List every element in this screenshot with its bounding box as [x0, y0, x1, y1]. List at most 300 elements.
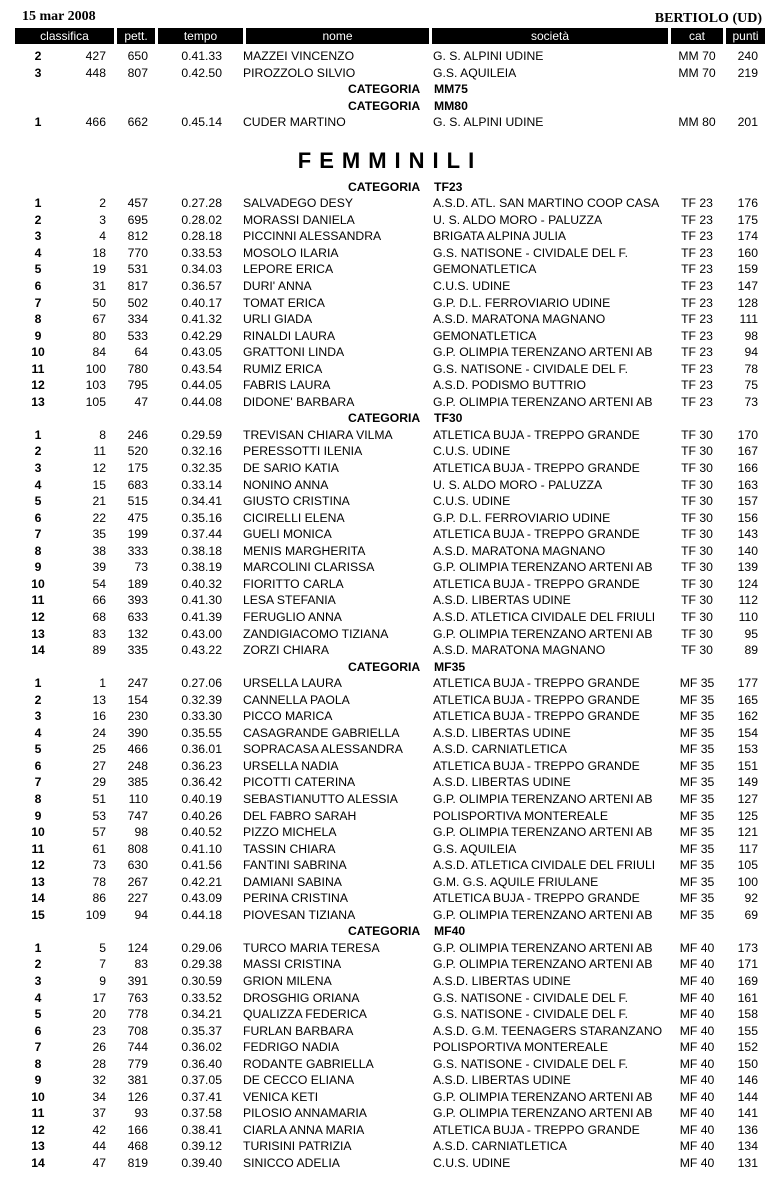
overall-cell: 37 — [92, 1106, 106, 1121]
time-cell: 0.34.41 — [181, 494, 222, 509]
club-cell: A.S.D. MARATONA MAGNANO — [433, 643, 606, 658]
points-cell: 111 — [739, 312, 758, 327]
category-cell: TF 23 — [681, 361, 713, 376]
column-header-tempo: tempo — [158, 28, 243, 44]
points-cell: 201 — [737, 115, 758, 130]
time-cell: 0.35.55 — [181, 725, 222, 740]
time-cell: 0.40.26 — [181, 808, 222, 823]
name-cell: CICIRELLI ELENA — [243, 510, 345, 525]
category-cell: TF 30 — [681, 576, 713, 591]
column-header-nome: nome — [246, 28, 429, 44]
bib-cell: 175 — [127, 461, 148, 476]
points-cell: 139 — [737, 560, 758, 575]
rank-cell: 14 — [31, 1156, 45, 1170]
overall-cell: 4 — [99, 229, 106, 244]
bib-cell: 98 — [134, 825, 148, 840]
overall-cell: 448 — [85, 65, 106, 80]
bib-cell: 132 — [127, 626, 148, 641]
overall-cell: 5 — [99, 940, 106, 955]
points-cell: 167 — [737, 444, 758, 459]
table-row — [0, 114, 780, 131]
category-cell: TF 23 — [681, 196, 713, 211]
name-cell: PICCINNI ALESSANDRA — [243, 229, 382, 244]
bib-cell: 475 — [127, 510, 148, 525]
time-cell: 0.44.08 — [181, 394, 222, 409]
club-cell: ATLETICA BUJA - TREPPO GRANDE — [433, 427, 640, 442]
club-cell: G.P. OLIMPIA TERENZANO ARTENI AB — [433, 394, 653, 409]
points-cell: 112 — [738, 593, 758, 608]
points-cell: 141 — [737, 1106, 758, 1121]
table-row — [0, 1072, 780, 1089]
time-cell: 0.34.03 — [181, 262, 222, 277]
rank-cell: 6 — [34, 1023, 42, 1038]
points-cell: 150 — [737, 1056, 758, 1071]
name-cell: PIZZO MICHELA — [243, 825, 337, 840]
points-cell: 149 — [737, 775, 758, 790]
points-cell: 110 — [738, 609, 758, 624]
name-cell: FANTINI SABRINA — [243, 858, 347, 873]
name-cell: SALVADEGO DESY — [243, 196, 353, 211]
category-cell: TF 23 — [681, 345, 713, 360]
table-row — [0, 1089, 780, 1106]
category-value: TF23 — [434, 179, 463, 194]
time-cell: 0.27.06 — [181, 676, 222, 691]
time-cell: 0.41.56 — [181, 858, 222, 873]
points-cell: 144 — [737, 1089, 758, 1104]
overall-cell: 103 — [85, 378, 106, 393]
table-row — [0, 907, 780, 924]
rank-cell: 11 — [31, 841, 45, 856]
time-cell: 0.29.59 — [181, 427, 222, 442]
club-cell: ATLETICA BUJA - TREPPO GRANDE — [433, 576, 640, 591]
club-cell: A.S.D. CARNIATLETICA — [433, 1139, 567, 1154]
club-cell: A.S.D. G.M. TEENAGERS STARANZANO — [433, 1023, 663, 1038]
name-cell: ZANDIGIACOMO TIZIANA — [243, 626, 389, 641]
time-cell: 0.36.42 — [181, 775, 222, 790]
category-header — [0, 659, 780, 676]
time-cell: 0.38.41 — [181, 1122, 222, 1137]
name-cell: PERESSOTTI ILENIA — [243, 444, 363, 459]
rank-cell: 15 — [31, 907, 45, 922]
table-row — [0, 642, 780, 659]
time-cell: 0.35.37 — [181, 1023, 222, 1038]
time-cell: 0.38.19 — [181, 560, 222, 575]
bib-cell: 633 — [127, 609, 148, 624]
rank-cell: 2 — [34, 692, 42, 707]
table-row — [0, 675, 780, 692]
category-header — [0, 923, 780, 940]
rank-cell: 4 — [34, 725, 42, 740]
name-cell: NONINO ANNA — [243, 477, 329, 492]
overall-cell: 26 — [92, 1040, 106, 1055]
name-cell: FURLAN BARBARA — [243, 1023, 354, 1038]
name-cell: PICOTTI CATERINA — [243, 775, 356, 790]
time-cell: 0.38.18 — [181, 543, 222, 558]
rank-cell: 7 — [34, 1040, 42, 1055]
name-cell: URSELLA LAURA — [243, 676, 342, 691]
name-cell: PIROZZOLO SILVIO — [243, 65, 356, 80]
time-cell: 0.29.06 — [181, 940, 222, 955]
category-cell: TF 30 — [681, 593, 713, 608]
points-cell: 92 — [744, 891, 758, 906]
points-cell: 152 — [737, 1040, 758, 1055]
overall-cell: 9 — [99, 973, 106, 988]
category-cell: MF 35 — [679, 676, 715, 691]
rank-cell: 6 — [34, 279, 42, 294]
points-cell: 176 — [737, 196, 758, 211]
overall-cell: 80 — [92, 328, 106, 343]
rank-cell: 13 — [31, 626, 45, 641]
table-row — [0, 774, 780, 791]
category-cell: MF 35 — [679, 692, 715, 707]
table-row — [0, 460, 780, 477]
time-cell: 0.37.58 — [181, 1106, 222, 1121]
name-cell: RUMIZ ERICA — [243, 361, 323, 376]
time-cell: 0.36.01 — [181, 742, 222, 757]
rank-cell: 8 — [34, 312, 42, 327]
category-cell: TF 23 — [681, 378, 713, 393]
rank-cell: 9 — [34, 808, 42, 823]
club-cell: G.P. D.L. FERROVIARIO UDINE — [433, 510, 611, 525]
bib-cell: 391 — [127, 973, 148, 988]
points-cell: 94 — [744, 345, 758, 360]
name-cell: PIOVESAN TIZIANA — [243, 907, 356, 922]
category-cell: MM 80 — [678, 115, 716, 130]
table-row — [0, 443, 780, 460]
overall-cell: 32 — [92, 1073, 106, 1088]
overall-cell: 53 — [92, 808, 106, 823]
name-cell: CIARLA ANNA MARIA — [243, 1122, 365, 1137]
rank-cell: 5 — [34, 494, 42, 509]
category-cell: MF 40 — [679, 990, 715, 1005]
table-row — [0, 758, 780, 775]
bib-cell: 533 — [127, 328, 148, 343]
name-cell: FEDRIGO NADIA — [243, 1040, 340, 1055]
club-cell: POLISPORTIVA MONTEREALE — [433, 1040, 608, 1055]
overall-cell: 84 — [92, 345, 106, 360]
time-cell: 0.33.53 — [181, 245, 222, 260]
category-cell: TF 30 — [681, 609, 713, 624]
club-cell: G.S. NATISONE - CIVIDALE DEL F. — [433, 1056, 629, 1071]
bib-cell: 246 — [127, 427, 148, 442]
overall-cell: 89 — [92, 643, 106, 658]
bib-cell: 110 — [128, 791, 148, 806]
name-cell: MARCOLINI CLARISSA — [243, 560, 375, 575]
table-row — [0, 592, 780, 609]
table-row — [0, 692, 780, 709]
club-cell: G.P. OLIMPIA TERENZANO ARTENI AB — [433, 957, 653, 972]
category-label: CATEGORIA — [348, 98, 421, 113]
overall-cell: 54 — [92, 576, 106, 591]
time-cell: 0.36.40 — [181, 1056, 222, 1071]
name-cell: VENICA KETI — [243, 1089, 319, 1104]
name-cell: MAZZEI VINCENZO — [243, 49, 355, 63]
bib-cell: 807 — [127, 65, 148, 80]
table-row — [0, 65, 780, 82]
overall-cell: 47 — [92, 1156, 106, 1170]
category-cell: TF 23 — [681, 394, 713, 409]
time-cell: 0.32.35 — [181, 461, 222, 476]
table-row — [0, 940, 780, 957]
name-cell: GUELI MONICA — [243, 527, 332, 542]
time-cell: 0.29.38 — [181, 957, 222, 972]
rank-cell: 13 — [31, 1139, 45, 1154]
category-cell: TF 30 — [681, 510, 713, 525]
bib-cell: 515 — [127, 494, 148, 509]
category-cell: MF 40 — [679, 1056, 715, 1071]
overall-cell: 29 — [92, 775, 106, 790]
rank-cell: 1 — [34, 115, 42, 130]
bib-cell: 199 — [127, 527, 148, 542]
name-cell: CASAGRANDE GABRIELLA — [243, 725, 400, 740]
rank-cell: 2 — [34, 444, 42, 459]
rank-cell: 9 — [34, 560, 42, 575]
points-cell: 166 — [737, 461, 758, 476]
name-cell: FERUGLIO ANNA — [243, 609, 342, 624]
table-row — [0, 1056, 780, 1073]
club-cell: G.P. OLIMPIA TERENZANO ARTENI AB — [433, 560, 653, 575]
club-cell: U. S. ALDO MORO - PALUZZA — [433, 477, 603, 492]
club-cell: ATLETICA BUJA - TREPPO GRANDE — [433, 692, 640, 707]
overall-cell: 16 — [92, 709, 106, 724]
bib-cell: 94 — [134, 907, 148, 922]
club-cell: A.S.D. LIBERTAS UDINE — [433, 593, 571, 608]
column-header-classifica: classifica — [15, 28, 114, 44]
time-cell: 0.34.21 — [181, 1007, 222, 1022]
bib-cell: 468 — [127, 1139, 148, 1154]
points-cell: 169 — [737, 973, 758, 988]
bib-cell: 335 — [127, 643, 148, 658]
name-cell: TOMAT ERICA — [243, 295, 325, 310]
club-cell: A.S.D. ATLETICA CIVIDALE DEL FRIULI — [433, 858, 656, 873]
category-cell: TF 30 — [681, 494, 713, 509]
points-cell: 73 — [744, 394, 758, 409]
table-row — [0, 510, 780, 527]
category-value: MM80 — [434, 98, 468, 113]
club-cell: U. S. ALDO MORO - PALUZZA — [433, 212, 603, 227]
club-cell: G.P. OLIMPIA TERENZANO ARTENI AB — [433, 825, 653, 840]
time-cell: 0.45.14 — [181, 115, 222, 130]
overall-cell: 34 — [92, 1089, 106, 1104]
page-header — [0, 0, 780, 28]
rank-cell: 2 — [34, 49, 42, 63]
bib-cell: 227 — [127, 891, 148, 906]
name-cell: MOSOLO ILARIA — [243, 245, 339, 260]
category-cell: MF 35 — [679, 825, 715, 840]
overall-cell: 466 — [85, 115, 106, 130]
club-cell: G.S. AQUILEIA — [433, 65, 517, 80]
category-cell: TF 23 — [681, 312, 713, 327]
overall-cell: 15 — [92, 477, 106, 492]
club-cell: GEMONATLETICA — [433, 262, 537, 277]
overall-cell: 35 — [92, 527, 106, 542]
rank-cell: 7 — [34, 775, 42, 790]
points-cell: 146 — [737, 1073, 758, 1088]
club-cell: A.S.D. LIBERTAS UDINE — [433, 973, 571, 988]
name-cell: TURCO MARIA TERESA — [243, 940, 380, 955]
bib-cell: 247 — [127, 676, 148, 691]
rank-cell: 4 — [34, 477, 42, 492]
points-cell: 89 — [744, 643, 758, 658]
table-row — [0, 328, 780, 345]
name-cell: PILOSIO ANNAMARIA — [243, 1106, 367, 1121]
bib-cell: 267 — [127, 874, 148, 889]
overall-cell: 18 — [92, 245, 106, 260]
points-cell: 95 — [744, 626, 758, 641]
points-cell: 143 — [737, 527, 758, 542]
points-cell: 240 — [737, 49, 758, 63]
rank-cell: 10 — [31, 345, 45, 360]
table-row — [0, 311, 780, 328]
name-cell: DIDONE' BARBARA — [243, 394, 355, 409]
overall-cell: 73 — [92, 858, 106, 873]
category-cell: MF 35 — [679, 775, 715, 790]
table-row — [0, 841, 780, 858]
points-cell: 121 — [737, 825, 758, 840]
points-cell: 98 — [744, 328, 758, 343]
category-cell: TF 30 — [681, 626, 713, 641]
name-cell: TURISINI PATRIZIA — [243, 1139, 352, 1154]
club-cell: C.U.S. UDINE — [433, 444, 511, 459]
points-cell: 170 — [737, 427, 758, 442]
table-row — [0, 626, 780, 643]
club-cell: ATLETICA BUJA - TREPPO GRANDE — [433, 1122, 640, 1137]
category-cell: MF 40 — [679, 940, 715, 955]
table-row — [0, 791, 780, 808]
name-cell: DURI' ANNA — [243, 279, 312, 294]
rank-cell: 2 — [34, 212, 42, 227]
overall-cell: 28 — [92, 1056, 106, 1071]
table-row — [0, 526, 780, 543]
name-cell: GRATTONI LINDA — [243, 345, 345, 360]
time-cell: 0.33.14 — [181, 477, 222, 492]
time-cell: 0.37.41 — [181, 1089, 222, 1104]
club-cell: G.P. OLIMPIA TERENZANO ARTENI AB — [433, 626, 653, 641]
table-row — [0, 278, 780, 295]
overall-cell: 78 — [92, 874, 106, 889]
table-row — [0, 543, 780, 560]
category-cell: MF 35 — [679, 742, 715, 757]
club-cell: ATLETICA BUJA - TREPPO GRANDE — [433, 758, 640, 773]
bib-cell: 166 — [127, 1122, 148, 1137]
points-cell: 175 — [737, 212, 758, 227]
category-cell: TF 23 — [681, 262, 713, 277]
rank-cell: 12 — [31, 858, 45, 873]
bib-cell: 385 — [127, 775, 148, 790]
category-cell: TF 23 — [681, 212, 713, 227]
club-cell: A.S.D. PODISMO BUTTRIO — [433, 378, 587, 393]
overall-cell: 105 — [85, 394, 106, 409]
rank-cell: 13 — [31, 874, 45, 889]
category-cell: MF 35 — [679, 709, 715, 724]
overall-cell: 17 — [92, 990, 106, 1005]
time-cell: 0.42.29 — [181, 328, 222, 343]
category-label: CATEGORIA — [348, 179, 421, 194]
club-cell: POLISPORTIVA MONTEREALE — [433, 808, 608, 823]
points-cell: 155 — [737, 1023, 758, 1038]
table-row — [0, 857, 780, 874]
bib-cell: 466 — [127, 742, 148, 757]
bib-cell: 333 — [127, 543, 148, 558]
points-cell: 125 — [737, 808, 758, 823]
overall-cell: 19 — [92, 262, 106, 277]
name-cell: RINALDI LAURA — [243, 328, 336, 343]
rank-cell: 9 — [34, 1073, 42, 1088]
time-cell: 0.28.18 — [181, 229, 222, 244]
points-cell: 158 — [737, 1007, 758, 1022]
overall-cell: 3 — [99, 212, 106, 227]
rank-cell: 3 — [34, 65, 42, 80]
bib-cell: 747 — [127, 808, 148, 823]
club-cell: A.S.D. LIBERTAS UDINE — [433, 775, 571, 790]
category-cell: TF 23 — [681, 245, 713, 260]
table-row — [0, 295, 780, 312]
rank-cell: 1 — [34, 676, 42, 691]
points-cell: 147 — [737, 279, 758, 294]
bib-cell: 73 — [134, 560, 148, 575]
table-row — [0, 890, 780, 907]
points-cell: 156 — [737, 510, 758, 525]
points-cell: 69 — [744, 907, 758, 922]
rank-cell: 6 — [34, 510, 42, 525]
table-row — [0, 725, 780, 742]
club-cell: G.P. OLIMPIA TERENZANO ARTENI AB — [433, 345, 653, 360]
name-cell: RODANTE GABRIELLA — [243, 1056, 374, 1071]
table-row — [0, 427, 780, 444]
table-row — [0, 990, 780, 1007]
rank-cell: 9 — [34, 328, 42, 343]
rank-cell: 13 — [31, 394, 45, 409]
time-cell: 0.32.39 — [181, 692, 222, 707]
time-cell: 0.41.32 — [181, 312, 222, 327]
points-cell: 171 — [737, 957, 758, 972]
table-row — [0, 1155, 780, 1172]
rank-cell: 8 — [34, 791, 42, 806]
rank-cell: 3 — [34, 461, 42, 476]
table-row — [0, 261, 780, 278]
points-cell: 140 — [737, 543, 758, 558]
category-cell: MF 40 — [679, 1089, 715, 1104]
club-cell: A.S.D. ATLETICA CIVIDALE DEL FRIULI — [433, 609, 656, 624]
name-cell: PICCO MARICA — [243, 709, 333, 724]
category-value: MF40 — [434, 924, 466, 939]
time-cell: 0.39.12 — [181, 1139, 222, 1154]
table-row — [0, 741, 780, 758]
bib-cell: 744 — [127, 1040, 148, 1055]
time-cell: 0.41.39 — [181, 609, 222, 624]
category-label: CATEGORIA — [348, 82, 421, 97]
name-cell: LESA STEFANIA — [243, 593, 336, 608]
club-cell: ATLETICA BUJA - TREPPO GRANDE — [433, 891, 640, 906]
bib-cell: 230 — [127, 709, 148, 724]
bib-cell: 64 — [134, 345, 148, 360]
category-header — [0, 98, 780, 115]
name-cell: PERINA CRISTINA — [243, 891, 348, 906]
name-cell: URSELLA NADIA — [243, 758, 339, 773]
category-value: MM75 — [434, 82, 468, 97]
results-table — [0, 48, 780, 1172]
table-row — [0, 344, 780, 361]
bib-cell: 630 — [127, 858, 148, 873]
points-cell: 131 — [737, 1156, 758, 1170]
category-cell: MF 40 — [679, 1023, 715, 1038]
time-cell: 0.41.30 — [181, 593, 222, 608]
bib-cell: 248 — [127, 758, 148, 773]
rank-cell: 10 — [31, 825, 45, 840]
rank-cell: 7 — [34, 527, 42, 542]
overall-cell: 22 — [92, 510, 106, 525]
points-cell: 154 — [737, 725, 758, 740]
